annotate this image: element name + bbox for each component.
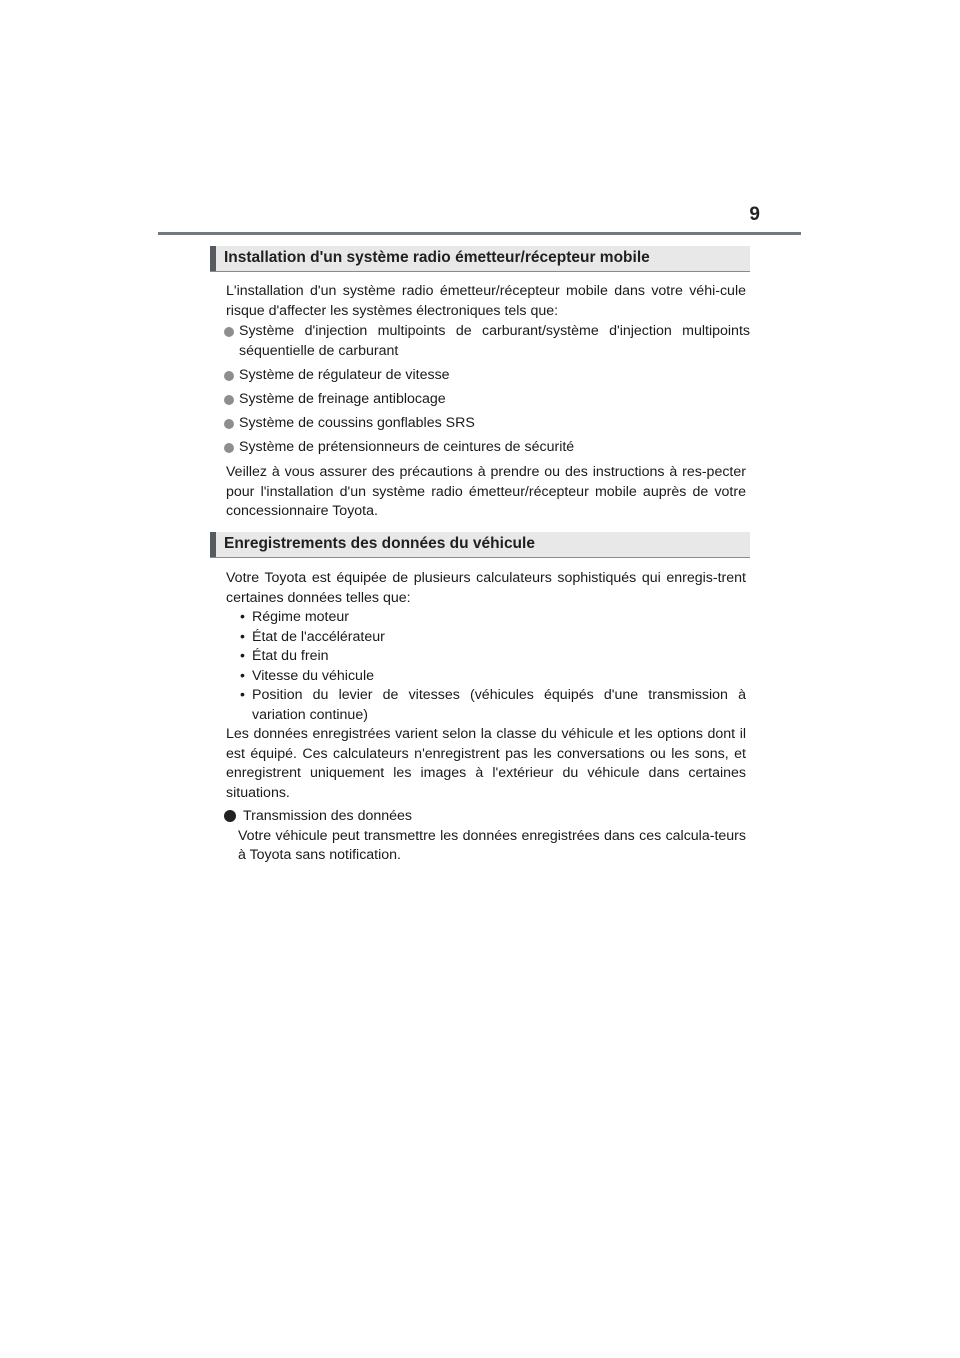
bullet-icon (224, 810, 236, 822)
bullet-icon (224, 395, 234, 405)
list-item: Système d'injection multipoints de carburant/système d'injection multipoints séquentielle de carburant (224, 322, 750, 361)
list-item: Système de coussins gonflables SRS (224, 414, 750, 434)
bullet-icon (224, 327, 234, 337)
list-item: • État de l'accélérateur (240, 628, 746, 648)
bullet-icon: • (240, 648, 245, 664)
transmission-block (224, 807, 746, 866)
section-header-data-recording (210, 532, 750, 558)
section1-intro: L'installation d'un système radio émetteur/récepteur mobile dans votre véhi-cule risque d'affecter les systèmes électroniques tels que: (226, 283, 746, 319)
bullet-icon (224, 419, 234, 429)
bullet-icon: • (240, 628, 245, 645)
bullet-icon (224, 371, 234, 381)
bullet-icon: • (240, 667, 245, 684)
header-rule (158, 232, 801, 235)
section-header-radio (210, 246, 750, 272)
section-title: Installation d'un système radio émetteur/récepteur mobile (224, 249, 650, 266)
list-item: Système de prétensionneurs de ceintures de sécurité (224, 438, 750, 458)
bullet-icon: • (240, 687, 245, 703)
section-header-bar (210, 246, 216, 271)
list-item: • État du frein (240, 647, 746, 667)
section2-body: Les données enregistrées varient selon la classe du véhicule et les options dont il est équipé. Ces calculateurs n'enregistrent pas les conversations ou les sons, et enregistrent uniquement les images à l'extérieur du véhicule dans certaines situations. (226, 726, 746, 801)
list-item: • Position du levier de vitesses (véhicules équipés d'une transmission à variation continue) (240, 687, 746, 723)
section-title: Enregistrements des données du véhicule (224, 535, 535, 552)
section-header-bar (210, 532, 216, 557)
list-item: • Régime moteur (240, 608, 746, 628)
list-item: Système de régulateur de vitesse (224, 366, 750, 386)
transmission-heading: Transmission des données (243, 808, 413, 824)
bullet-icon: • (240, 609, 245, 625)
list-item: • Vitesse du véhicule (240, 667, 746, 687)
list-item: Système de freinage antiblocage (224, 390, 750, 410)
section2-intro: Votre Toyota est équipée de plusieurs calculateurs sophistiqués qui enregis-trent certaines données telles que: (226, 570, 746, 606)
transmission-text: Votre véhicule peut transmettre les données enregistrées dans ces calcula-teurs à Toyota sans notification. (238, 827, 746, 863)
bullet-icon (224, 443, 234, 453)
page-number: 9 (749, 204, 760, 225)
section1-closing: Veillez à vous assurer des précautions à prendre ou des instructions à res-pecter pour l'installation d'un système radio émetteur/récepteur mobile auprès de votre concessionnaire Toyota. (226, 464, 746, 519)
